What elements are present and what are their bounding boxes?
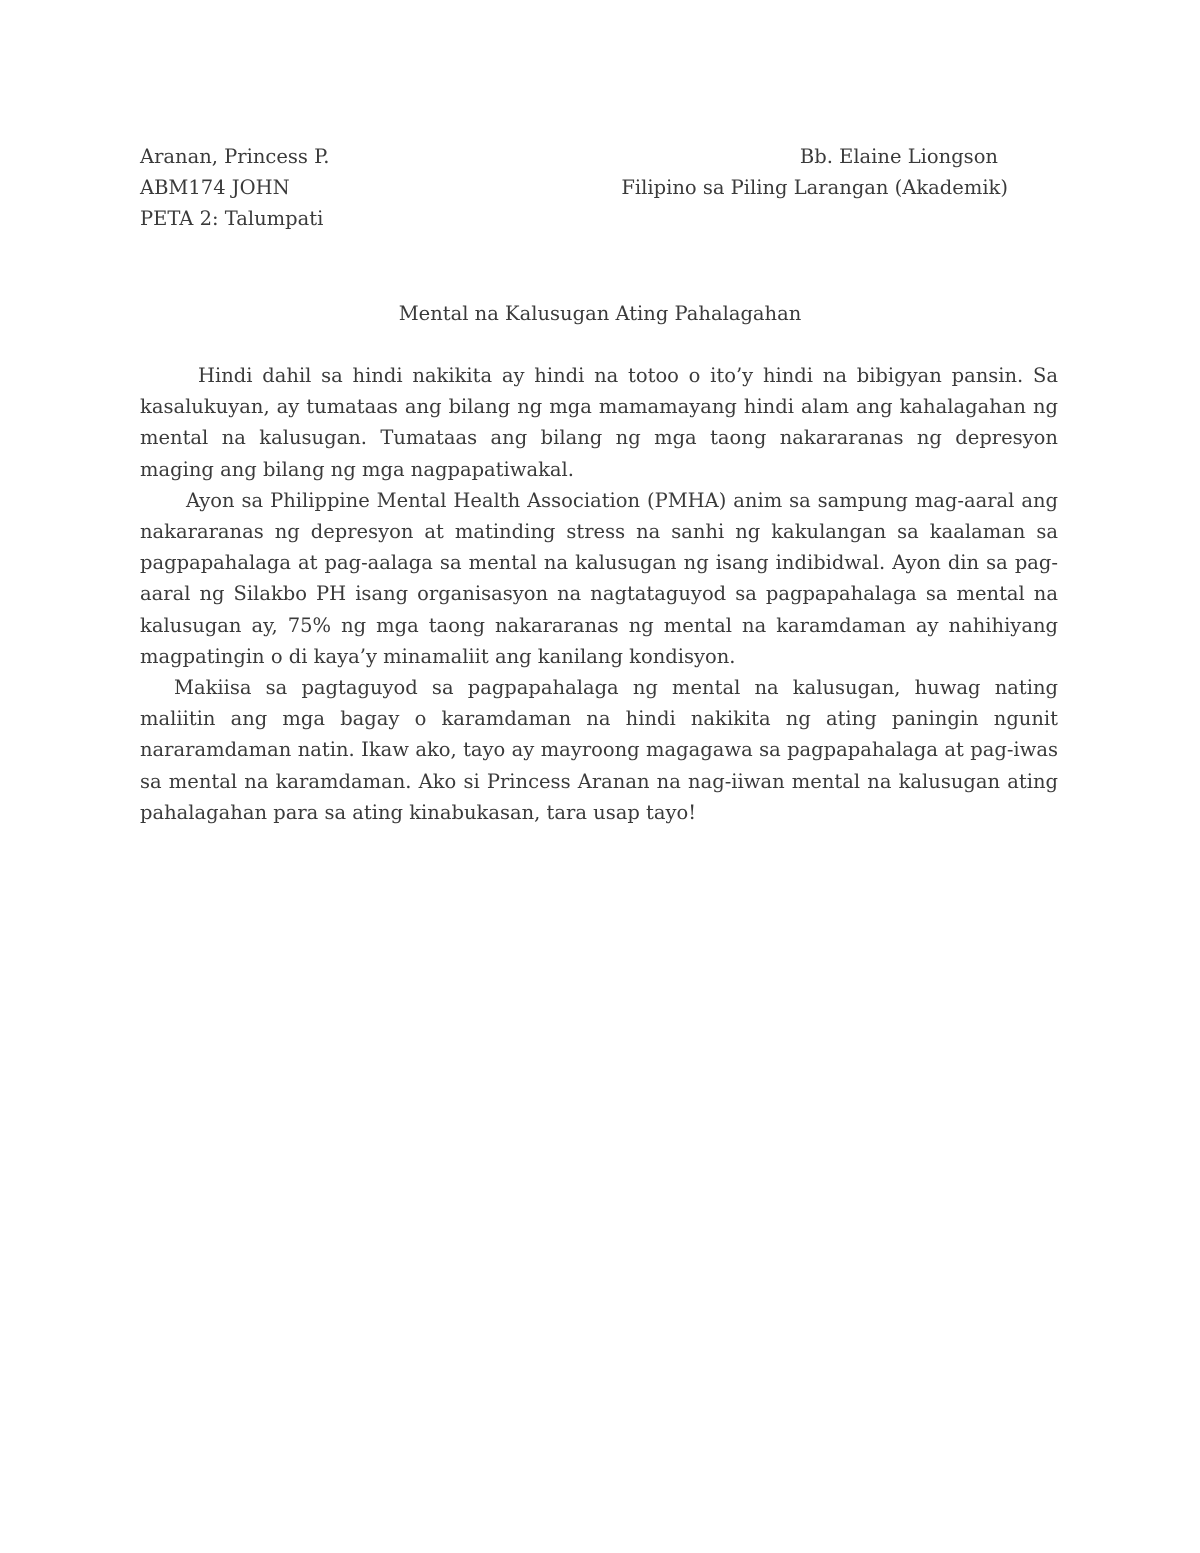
subject: Filipino sa Piling Larangan (Akademik) bbox=[621, 176, 1008, 199]
paragraph-2: Ayon sa Philippine Mental Health Association (PMHA) anim sa sampung mag-aaral ang nakararanas ng depresyon at matinding stress na sanhi ng kakulangan sa kaalaman sa pagpapahalaga at pag-aalaga sa mental na kalusugan ng isang indibidwal. Ayon din sa pag-aaral ng Silakbo PH isang organisasyon na nagtataguyod sa pagpapahalaga sa mental na kalusugan ay, 75% ng mga taong nakararanas ng mental na karamdaman ay nahihiyang magpatingin o di kaya’y minamaliit ang kanilang kondisyon. bbox=[140, 488, 1058, 668]
section: ABM174 JOHN bbox=[140, 176, 290, 199]
paragraph-3: Makiisa sa pagtaguyod sa pagpapahalaga ng mental na kalusugan, huwag nating maliitin ang mga bagay o karamdaman na hindi nakikita ng ating paningin ngunit nararamdaman natin. Ikaw ako, tayo ay mayroong magagawa sa pagpapahalaga at pag-iwas sa mental na karamdaman. Ako si Princess Aranan na nag-iiwan mental na kalusugan ating pahalagahan para sa ating kinabukasan, tara usap tayo! bbox=[140, 676, 1058, 824]
header-row-2 bbox=[140, 172, 1060, 203]
task-label: PETA 2: Talumpati bbox=[140, 207, 324, 230]
paragraph-1: Hindi dahil sa hindi nakikita ay hindi na totoo o ito’y hindi na bibigyan pansin. Sa kasalukuyan, ay tumataas ang bilang ng mga mamamayang hindi alam ang kahalagahan ng mental na kalusugan. Tumataas ang bilang ng mga taong nakararanas ng depresyon maging ang bilang ng mga nagpapatiwakal. bbox=[140, 364, 1058, 481]
header-row-1 bbox=[140, 141, 1060, 172]
teacher-name: Bb. Elaine Liongson bbox=[799, 145, 998, 168]
header-row-3 bbox=[140, 203, 1060, 234]
speech-body bbox=[140, 360, 1058, 828]
student-name: Aranan, Princess P. bbox=[140, 145, 330, 168]
speech-title: Mental na Kalusugan Ating Pahalagahan bbox=[398, 302, 802, 325]
